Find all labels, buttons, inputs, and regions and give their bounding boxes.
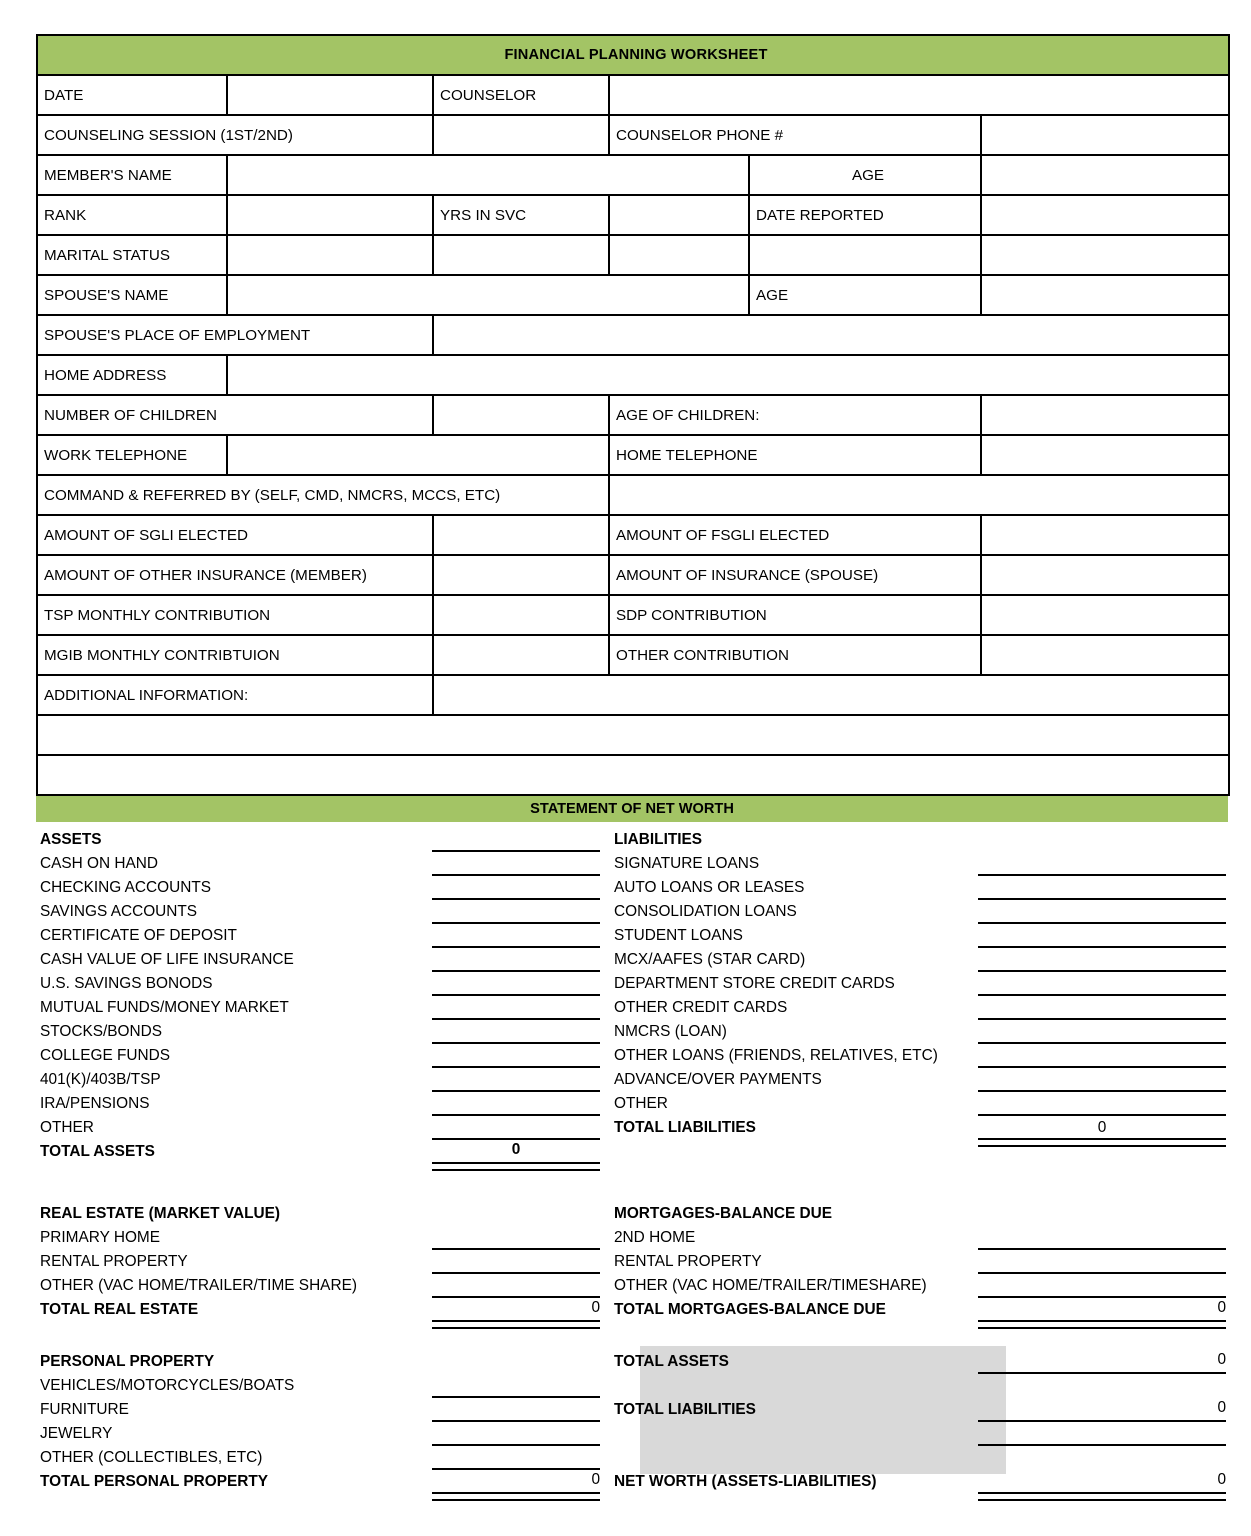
liability-blank-line[interactable] [978, 1114, 1226, 1116]
field-mgib-monthly-contribution[interactable] [433, 635, 609, 675]
liability-blank-line[interactable] [978, 874, 1226, 876]
row-marital-status [37, 235, 1229, 275]
personal-property-label: FURNITURE [40, 1401, 129, 1418]
page-title: FINANCIAL PLANNING WORKSHEET [37, 35, 1229, 75]
label-additional-information: ADDITIONAL INFORMATION: [37, 675, 433, 715]
total-real-estate-label: TOTAL REAL ESTATE [40, 1301, 199, 1318]
personal-property-label: OTHER (COLLECTIBLES, ETC) [40, 1449, 263, 1466]
mortgage-blank-line[interactable] [978, 1272, 1226, 1274]
field-spouses-name[interactable] [227, 275, 749, 315]
asset-blank-line[interactable] [432, 1090, 600, 1092]
label-number-of-children: NUMBER OF CHILDREN [37, 395, 433, 435]
liability-label: OTHER LOANS (FRIENDS, RELATIVES, ETC) [614, 1047, 938, 1064]
form-title-row [37, 35, 1229, 75]
field-sdp-contribution[interactable] [981, 595, 1229, 635]
personal-property-label: JEWELRY [40, 1425, 113, 1442]
label-counseling-session: COUNSELING SESSION (1ST/2ND) [37, 115, 433, 155]
field-counselor[interactable] [609, 75, 1229, 115]
real-estate-blank-line[interactable] [432, 1248, 600, 1250]
list-item [36, 1274, 1228, 1298]
label-date: DATE [37, 75, 227, 115]
field-additional-blank-1[interactable] [37, 715, 1229, 755]
asset-label: CERTIFICATE OF DEPOSIT [40, 927, 237, 944]
label-spouse-age: AGE [749, 275, 981, 315]
assets-heading: ASSETS [40, 831, 102, 848]
summary-net-worth-value: 0 [1217, 1471, 1226, 1488]
label-sdp-contribution: SDP CONTRIBUTION [609, 595, 981, 635]
asset-label: U.S. SAVINGS BONODS [40, 975, 213, 992]
total-real-estate-value: 0 [591, 1299, 600, 1316]
list-item [36, 900, 1228, 924]
asset-label: MUTUAL FUNDS/MONEY MARKET [40, 999, 289, 1016]
summary-total-assets-value: 0 [1217, 1351, 1226, 1368]
liability-label: STUDENT LOANS [614, 927, 743, 944]
summary-total-liabilities-rule [978, 1420, 1226, 1422]
field-spouse-age[interactable] [981, 275, 1229, 315]
liability-blank-line[interactable] [978, 1042, 1226, 1044]
field-marital-status[interactable] [227, 235, 433, 275]
personal-property-summary-section [36, 1350, 1228, 1500]
list-item [36, 1422, 1228, 1446]
label-other-contribution: OTHER CONTRIBUTION [609, 635, 981, 675]
asset-blank-line[interactable] [432, 850, 600, 852]
field-counselor-phone[interactable] [981, 115, 1229, 155]
liability-label: OTHER CREDIT CARDS [614, 999, 788, 1016]
list-item [36, 996, 1228, 1020]
field-command-referred-by[interactable] [609, 475, 1229, 515]
total-mortgages-value: 0 [1217, 1299, 1226, 1316]
list-item [36, 1250, 1228, 1274]
label-tsp-monthly-contribution: TSP MONTHLY CONTRIBUTION [37, 595, 433, 635]
label-command-referred-by: COMMAND & REFERRED BY (SELF, CMD, NMCRS, MCCS, ETC) [37, 475, 609, 515]
label-spouses-name: SPOUSE'S NAME [37, 275, 227, 315]
field-amount-insurance-spouse[interactable] [981, 555, 1229, 595]
row-mgib-other [37, 635, 1229, 675]
list-item [36, 972, 1228, 996]
liability-blank-line[interactable] [978, 922, 1226, 924]
field-members-name[interactable] [227, 155, 749, 195]
summary-net-worth-double-rule [978, 1492, 1226, 1501]
field-home-telephone[interactable] [981, 435, 1229, 475]
field-work-telephone[interactable] [227, 435, 609, 475]
field-spouses-place-of-employment[interactable] [433, 315, 1229, 355]
total-mortgages-double-rule [978, 1320, 1226, 1329]
list-item [36, 1068, 1228, 1092]
label-yrs-in-svc: YRS IN SVC [433, 195, 609, 235]
asset-blank-line[interactable] [432, 922, 600, 924]
total-personal-property-label: TOTAL PERSONAL PROPERTY [40, 1473, 269, 1490]
liability-label: SIGNATURE LOANS [614, 855, 760, 872]
liability-blank-line[interactable] [978, 946, 1226, 948]
total-mortgages-label: TOTAL MORTGAGES-BALANCE DUE [614, 1301, 886, 1318]
mortgage-label: RENTAL PROPERTY [614, 1253, 762, 1270]
asset-label: IRA/PENSIONS [40, 1095, 150, 1112]
liability-blank-line[interactable] [978, 970, 1226, 972]
asset-label: CASH VALUE OF LIFE INSURANCE [40, 951, 294, 968]
asset-blank-line[interactable] [432, 874, 600, 876]
liability-label: MCX/AAFES (STAR CARD) [614, 951, 806, 968]
row-spouses-name [37, 275, 1229, 315]
row-rank [37, 195, 1229, 235]
label-home-address: HOME ADDRESS [37, 355, 227, 395]
asset-label: CASH ON HAND [40, 855, 159, 872]
liability-label: AUTO LOANS OR LEASES [614, 879, 805, 896]
field-marital-status-extra[interactable] [433, 235, 609, 275]
mortgages-heading: MORTGAGES-BALANCE DUE [614, 1205, 833, 1222]
liability-label: ADVANCE/OVER PAYMENTS [614, 1071, 822, 1088]
row-number-of-children [37, 395, 1229, 435]
summary-total-liabilities-value: 0 [1217, 1399, 1226, 1416]
asset-blank-line[interactable] [432, 1018, 600, 1020]
summary-net-worth-top-rule [978, 1444, 1226, 1446]
field-counseling-session[interactable] [433, 115, 609, 155]
list-item [36, 948, 1228, 972]
field-other-contribution[interactable] [981, 635, 1229, 675]
statement-of-net-worth-body [36, 828, 1228, 1500]
label-marital-status: MARITAL STATUS [37, 235, 227, 275]
list-item [36, 1446, 1228, 1470]
financial-planning-form-table [36, 34, 1230, 796]
field-age-of-children[interactable] [981, 395, 1229, 435]
asset-blank-line[interactable] [432, 1114, 600, 1116]
real-estate-label: PRIMARY HOME [40, 1229, 161, 1246]
field-amount-fsgli[interactable] [981, 515, 1229, 555]
total-liabilities-label: TOTAL LIABILITIES [614, 1119, 756, 1136]
total-assets-value: 0 [511, 1141, 521, 1158]
real-estate-heading-row [36, 1202, 1228, 1226]
row-date-counselor [37, 75, 1229, 115]
label-home-telephone: HOME TELEPHONE [609, 435, 981, 475]
liability-blank-line[interactable] [978, 1090, 1226, 1092]
liability-blank-line[interactable] [978, 1066, 1226, 1068]
row-additional-information [37, 675, 1229, 715]
row-additional-blank-2 [37, 755, 1229, 795]
total-real-estate-double-rule [432, 1320, 600, 1329]
field-additional-information[interactable] [433, 675, 1229, 715]
list-item [36, 876, 1228, 900]
real-estate-blank-line[interactable] [432, 1272, 600, 1274]
row-spouses-employment [37, 315, 1229, 355]
assets-liabilities-heading-row [36, 828, 1228, 852]
asset-blank-line[interactable] [432, 946, 600, 948]
liability-blank-line[interactable] [978, 994, 1226, 996]
list-item [36, 1092, 1228, 1116]
field-date[interactable] [227, 75, 433, 115]
total-assets-double-rule [432, 1162, 600, 1171]
asset-label: STOCKS/BONDS [40, 1023, 163, 1040]
list-item [36, 1226, 1228, 1250]
row-other-insurance [37, 555, 1229, 595]
label-members-name: MEMBER'S NAME [37, 155, 227, 195]
field-rank[interactable] [227, 195, 433, 235]
personal-property-label: VEHICLES/MOTORCYCLES/BOATS [40, 1377, 295, 1394]
field-marital-status-extra4[interactable] [981, 235, 1229, 275]
summary-total-assets-rule [978, 1372, 1226, 1374]
field-number-of-children[interactable] [433, 395, 609, 435]
summary-net-worth-label: NET WORTH (ASSETS-LIABILITIES) [614, 1473, 877, 1490]
label-date-reported: DATE REPORTED [749, 195, 981, 235]
row-sgli [37, 515, 1229, 555]
personal-property-blank-line[interactable] [432, 1444, 600, 1446]
field-additional-blank-2[interactable] [37, 755, 1229, 795]
real-estate-label: RENTAL PROPERTY [40, 1253, 188, 1270]
liability-blank-line[interactable] [978, 898, 1226, 900]
field-amount-other-insurance-member[interactable] [433, 555, 609, 595]
label-counselor-phone: COUNSELOR PHONE # [609, 115, 981, 155]
label-age-of-children: AGE OF CHILDREN: [609, 395, 981, 435]
real-estate-label: OTHER (VAC HOME/TRAILER/TIME SHARE) [40, 1277, 357, 1294]
asset-label: SAVINGS ACCOUNTS [40, 903, 198, 920]
label-amount-fsgli: AMOUNT OF FSGLI ELECTED [609, 515, 981, 555]
field-amount-sgli[interactable] [433, 515, 609, 555]
liability-blank-line[interactable] [978, 1018, 1226, 1020]
field-marital-status-extra3[interactable] [749, 235, 981, 275]
label-amount-other-insurance-member: AMOUNT OF OTHER INSURANCE (MEMBER) [37, 555, 433, 595]
asset-label: COLLEGE FUNDS [40, 1047, 170, 1064]
total-assets-label: TOTAL ASSETS [40, 1143, 155, 1160]
asset-blank-line[interactable] [432, 1042, 600, 1044]
asset-blank-line[interactable] [432, 970, 600, 972]
label-counselor: COUNSELOR [433, 75, 609, 115]
list-item [36, 924, 1228, 948]
asset-blank-line[interactable] [432, 1066, 600, 1068]
row-members-name [37, 155, 1229, 195]
label-amount-insurance-spouse: AMOUNT OF INSURANCE (SPOUSE) [609, 555, 981, 595]
field-home-address[interactable] [227, 355, 1229, 395]
summary-total-liabilities-label: TOTAL LIABILITIES [614, 1401, 756, 1418]
liability-label: DEPARTMENT STORE CREDIT CARDS [614, 975, 895, 992]
asset-label: OTHER [40, 1119, 94, 1136]
statement-of-net-worth-title: STATEMENT OF NET WORTH [36, 796, 1228, 822]
row-work-telephone [37, 435, 1229, 475]
row-counseling-session [37, 115, 1229, 155]
total-personal-property-value: 0 [591, 1471, 600, 1488]
label-spouses-place-of-employment: SPOUSE'S PLACE OF EMPLOYMENT [37, 315, 433, 355]
total-liabilities-value: 0 [1097, 1119, 1107, 1136]
asset-label: CHECKING ACCOUNTS [40, 879, 212, 896]
row-home-address [37, 355, 1229, 395]
label-rank: RANK [37, 195, 227, 235]
row-additional-blank-1 [37, 715, 1229, 755]
liability-label: CONSOLIDATION LOANS [614, 903, 797, 920]
summary-total-assets-label: TOTAL ASSETS [614, 1353, 729, 1370]
label-member-age: AGE [749, 155, 981, 195]
field-member-age[interactable] [981, 155, 1229, 195]
liability-label: NMCRS (LOAN) [614, 1023, 727, 1040]
list-item [36, 1044, 1228, 1068]
liabilities-heading: LIABILITIES [614, 831, 703, 848]
total-liabilities-double-rule [978, 1138, 1226, 1147]
field-yrs-in-svc[interactable] [609, 195, 749, 235]
mortgage-blank-line[interactable] [978, 1248, 1226, 1250]
field-date-reported[interactable] [981, 195, 1229, 235]
asset-blank-line[interactable] [432, 898, 600, 900]
assets-liabilities-section [36, 828, 1228, 1172]
field-marital-status-extra2[interactable] [609, 235, 749, 275]
list-item [36, 852, 1228, 876]
list-item [36, 1020, 1228, 1044]
real-estate-mortgages-section [36, 1202, 1228, 1326]
label-mgib-monthly-contribution: MGIB MONTHLY CONTRIBTUION [37, 635, 433, 675]
asset-label: 401(K)/403B/TSP [40, 1071, 161, 1088]
personal-property-heading: PERSONAL PROPERTY [40, 1353, 215, 1370]
liability-label: OTHER [614, 1095, 668, 1112]
row-command-referred-by [37, 475, 1229, 515]
row-tsp-sdp [37, 595, 1229, 635]
label-work-telephone: WORK TELEPHONE [37, 435, 227, 475]
asset-blank-line[interactable] [432, 994, 600, 996]
mortgage-label: OTHER (VAC HOME/TRAILER/TIMESHARE) [614, 1277, 927, 1294]
mortgage-label: 2ND HOME [614, 1229, 696, 1246]
label-amount-sgli: AMOUNT OF SGLI ELECTED [37, 515, 433, 555]
field-tsp-monthly-contribution[interactable] [433, 595, 609, 635]
list-item [36, 1374, 1228, 1398]
real-estate-heading: REAL ESTATE (MARKET VALUE) [40, 1205, 280, 1222]
